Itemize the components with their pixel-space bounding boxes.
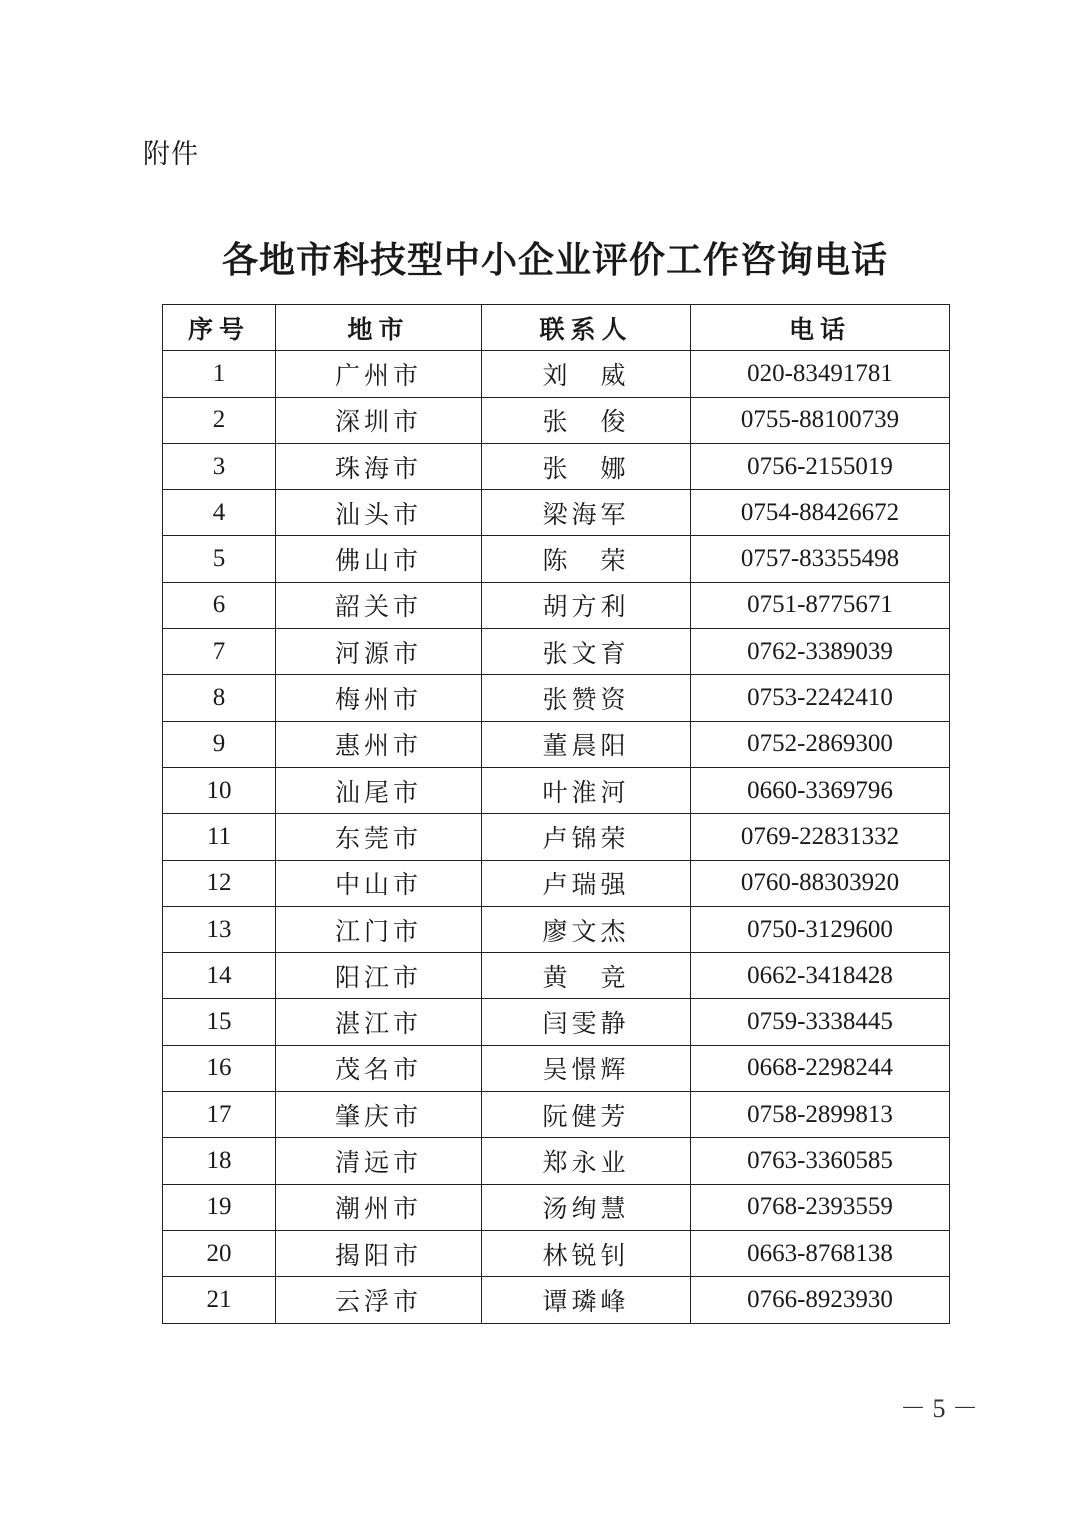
row-city: 中山市 [276,860,482,906]
row-index: 21 [163,1277,276,1323]
row-city: 云浮市 [276,1277,482,1323]
row-phone: 0753-2242410 [691,675,950,721]
header-contact: 联系人 [482,305,691,351]
table-row [163,490,950,536]
row-index: 9 [163,721,276,767]
table-row [163,1045,950,1091]
row-contact: 吴憬辉 [482,1045,691,1091]
table-row [163,860,950,906]
row-phone: 0760-88303920 [691,860,950,906]
row-index: 10 [163,767,276,813]
document-title: 各地市科技型中小企业评价工作咨询电话 [221,240,888,281]
row-contact: 梁海军 [482,490,691,536]
row-contact: 廖文杰 [482,906,691,952]
row-contact: 张文育 [482,629,691,675]
row-index: 4 [163,490,276,536]
row-phone: 0762-3389039 [691,629,950,675]
row-index: 14 [163,953,276,999]
row-city: 东莞市 [276,814,482,860]
header-index: 序号 [163,305,276,351]
row-contact: 卢锦荣 [482,814,691,860]
row-contact: 黄 竞 [482,953,691,999]
row-phone: 0758-2899813 [691,1092,950,1138]
table-row [163,1277,950,1323]
row-index: 12 [163,860,276,906]
row-index: 1 [163,351,276,397]
row-phone: 0759-3338445 [691,999,950,1045]
attachment-label: 附件 [143,139,199,170]
row-contact: 张 俊 [482,397,691,443]
row-index: 5 [163,536,276,582]
table-row [163,906,950,952]
row-contact: 汤绚慧 [482,1184,691,1230]
row-index: 18 [163,1138,276,1184]
row-city: 梅州市 [276,675,482,721]
contacts-table [162,304,950,1324]
row-phone: 0660-3369796 [691,767,950,813]
row-city: 清远市 [276,1138,482,1184]
table-row [163,582,950,628]
row-index: 2 [163,397,276,443]
row-phone: 0757-83355498 [691,536,950,582]
row-city: 惠州市 [276,721,482,767]
row-index: 15 [163,999,276,1045]
row-phone: 0769-22831332 [691,814,950,860]
table-row [163,999,950,1045]
row-index: 6 [163,582,276,628]
table-row [163,953,950,999]
row-phone: 020-83491781 [691,351,950,397]
row-phone: 0766-8923930 [691,1277,950,1323]
row-city: 潮州市 [276,1184,482,1230]
row-contact: 谭璘峰 [482,1277,691,1323]
table-row [163,767,950,813]
row-index: 17 [163,1092,276,1138]
table-row [163,1138,950,1184]
row-phone: 0756-2155019 [691,443,950,489]
table-row [163,443,950,489]
row-city: 湛江市 [276,999,482,1045]
row-contact: 林锐钊 [482,1230,691,1276]
row-index: 20 [163,1230,276,1276]
row-phone: 0763-3360585 [691,1138,950,1184]
header-phone: 电话 [691,305,950,351]
row-contact: 阮健芳 [482,1092,691,1138]
row-contact: 郑永业 [482,1138,691,1184]
row-contact: 张 娜 [482,443,691,489]
row-phone: 0754-88426672 [691,490,950,536]
row-index: 19 [163,1184,276,1230]
row-contact: 闫雯静 [482,999,691,1045]
table-row [163,351,950,397]
table-row [163,1184,950,1230]
row-city: 江门市 [276,906,482,952]
row-contact: 刘 威 [482,351,691,397]
table-row [163,721,950,767]
table-header-row [163,305,950,351]
table-row [163,629,950,675]
row-city: 广州市 [276,351,482,397]
row-contact: 张赞资 [482,675,691,721]
table-row [163,397,950,443]
row-city: 茂名市 [276,1045,482,1091]
row-city: 珠海市 [276,443,482,489]
row-phone: 0663-8768138 [691,1230,950,1276]
row-city: 韶关市 [276,582,482,628]
row-city: 阳江市 [276,953,482,999]
row-city: 深圳市 [276,397,482,443]
header-city: 地市 [276,305,482,351]
table-row [163,814,950,860]
row-contact: 卢瑞强 [482,860,691,906]
row-city: 汕头市 [276,490,482,536]
row-phone: 0752-2869300 [691,721,950,767]
table-row [163,1230,950,1276]
row-contact: 董晨阳 [482,721,691,767]
row-city: 揭阳市 [276,1230,482,1276]
row-city: 汕尾市 [276,767,482,813]
row-phone: 0751-8775671 [691,582,950,628]
row-city: 佛山市 [276,536,482,582]
row-phone: 0768-2393559 [691,1184,950,1230]
table-row [163,675,950,721]
row-phone: 0668-2298244 [691,1045,950,1091]
row-contact: 陈 荣 [482,536,691,582]
row-contact: 胡方利 [482,582,691,628]
row-index: 13 [163,906,276,952]
row-contact: 叶淮河 [482,767,691,813]
row-index: 3 [163,443,276,489]
row-phone: 0755-88100739 [691,397,950,443]
row-index: 16 [163,1045,276,1091]
table-body [163,351,950,1323]
row-index: 8 [163,675,276,721]
row-city: 肇庆市 [276,1092,482,1138]
row-phone: 0750-3129600 [691,906,950,952]
table-row [163,536,950,582]
row-index: 11 [163,814,276,860]
table-row [163,1092,950,1138]
row-index: 7 [163,629,276,675]
row-city: 河源市 [276,629,482,675]
row-phone: 0662-3418428 [691,953,950,999]
page-number: － 5 － [900,1394,979,1423]
